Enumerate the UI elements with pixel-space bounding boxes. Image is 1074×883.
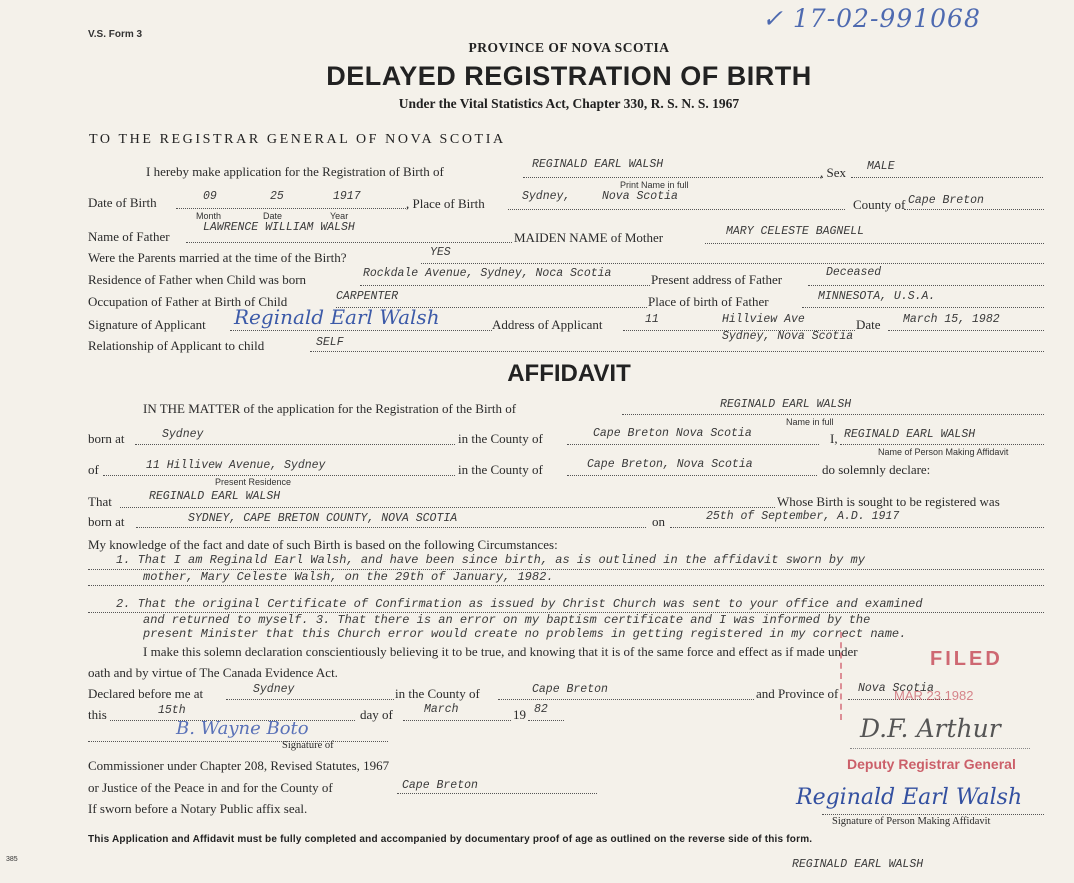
sex-value: MALE <box>867 160 895 173</box>
born-at-label: born at <box>88 431 125 446</box>
married-line <box>421 263 1044 264</box>
place-province: Nova Scotia <box>602 190 678 203</box>
matter-name: REGINALD EARL WALSH <box>720 398 852 411</box>
handwritten-reference: ✓ 17-02-991068 <box>762 4 981 33</box>
justice-county-line <box>397 793 597 794</box>
month-value: March <box>424 703 459 716</box>
matter-line <box>622 414 1044 415</box>
place-city: Sydney, <box>522 190 571 203</box>
occupation-value: CARPENTER <box>336 290 399 303</box>
married-label: Were the Parents married at the time of the Birth? <box>88 250 347 265</box>
place-line <box>508 209 845 210</box>
affiant-residence: 11 Hillivew Avenue, Sydney <box>146 459 326 472</box>
residence-line <box>360 285 650 286</box>
mother-line <box>705 243 1044 244</box>
county-label: County of <box>853 197 906 212</box>
county-label-3: in the County of <box>395 686 480 701</box>
mother-label: MAIDEN NAME of Mother <box>514 230 664 245</box>
address-number: 11 <box>645 313 659 326</box>
county-line-1 <box>567 444 819 445</box>
circumstance-1b: mother, Mary Celeste Walsh, on the 29th of January, 1982. <box>143 570 554 584</box>
year-hint: Year <box>330 211 349 221</box>
relationship-label: Relationship of Applicant to child <box>88 338 265 353</box>
mother-name: MARY CELESTE BAGNELL <box>726 225 865 238</box>
residence-hint: Present Residence <box>215 477 292 487</box>
father-label: Name of Father <box>88 229 170 244</box>
dob-month: 09 <box>203 190 217 203</box>
born-at-value: Sydney <box>162 428 204 441</box>
i-label: I, <box>830 431 838 446</box>
county-value: Cape Breton <box>908 194 984 207</box>
deputy-registrar-label: Deputy Registrar General <box>847 756 1016 772</box>
province-heading: PROVINCE OF NOVA SCOTIA <box>468 40 670 55</box>
page-code: 385 <box>6 856 18 863</box>
father-name: LAWRENCE WILLIAM WALSH <box>203 221 355 234</box>
county-label-2: in the County of <box>458 462 543 477</box>
on-label: on <box>652 514 665 529</box>
county-value-2: Cape Breton, Nova Scotia <box>587 458 753 471</box>
county-line <box>904 209 1044 210</box>
declared-at: Sydney <box>253 683 295 696</box>
declared-label: Declared before me at <box>88 686 204 701</box>
born-at-value-2: SYDNEY, CAPE BRETON COUNTY, NOVA SCOTIA <box>188 512 458 525</box>
circumstance-2b: and returned to myself. 3. That there is an error on my baptism certificate and I was informed by the <box>143 613 871 627</box>
born-at-line <box>135 444 455 445</box>
signature-line <box>230 330 492 331</box>
affiant-hint: Name of Person Making Affidavit <box>878 447 1009 457</box>
declare-label: do solemnly declare: <box>822 462 931 477</box>
this-label: this <box>88 707 107 722</box>
father-birthplace-value: MINNESOTA, U.S.A. <box>818 290 936 303</box>
knowledge-label: My knowledge of the fact and date of such Birth is based on the following Circumstances: <box>88 537 558 552</box>
affiant-line <box>840 444 1044 445</box>
commissioner-signature-line <box>88 741 388 742</box>
married-value: YES <box>430 246 451 259</box>
circumstance-1a: 1. That I am Reginald Earl Walsh, and have been since birth, as is outlined in the affidavit sworn by my <box>116 553 865 567</box>
present-address-line <box>808 285 1044 286</box>
of-label: of <box>88 462 99 477</box>
sex-label: , Sex <box>820 165 846 180</box>
application-date-label: Date <box>856 317 881 332</box>
registrant-name: REGINALD EARL WALSH <box>532 158 664 171</box>
month-line <box>403 720 511 721</box>
address-city: Sydney, Nova Scotia <box>722 330 854 343</box>
solemn-declaration-1: I make this solemn declaration conscientiously believing it to be true, and knowing that it is of the same force and effect as if made under <box>143 644 858 659</box>
relationship-value: SELF <box>316 336 344 349</box>
father-line <box>186 242 512 243</box>
circumstance-line-2 <box>88 585 1044 586</box>
affiant-signature-label: Signature of Person Making Affidavit <box>832 816 991 827</box>
day-value: 15th <box>158 704 186 717</box>
commissioner-signature: B. Wayne Boto <box>176 718 309 739</box>
commissioner-label: Commissioner under Chapter 208, Revised Statutes, 1967 <box>88 758 390 773</box>
county-label-1: in the County of <box>458 431 543 446</box>
justice-label: or Justice of the Peace in and for the County of <box>88 780 333 795</box>
born-at-label-2: born at <box>88 514 125 529</box>
address-label: Address of Applicant <box>492 317 603 332</box>
that-name: REGINALD EARL WALSH <box>149 490 281 503</box>
print-hint: Print Name in full <box>620 180 689 190</box>
deputy-signature: D.F. Arthur <box>860 714 1001 743</box>
relationship-line <box>310 351 1044 352</box>
application-date: March 15, 1982 <box>903 313 1000 326</box>
year-value: 82 <box>534 703 548 716</box>
affiant-signature-line <box>822 814 1044 815</box>
justice-county: Cape Breton <box>402 779 478 792</box>
affidavit-heading: AFFIDAVIT <box>507 360 631 387</box>
that-line <box>120 507 775 508</box>
signature-label: Signature of Applicant <box>88 317 206 332</box>
county-line-2 <box>567 475 817 476</box>
form-subtitle: Under the Vital Statistics Act, Chapter 330, R. S. N. S. 1967 <box>398 96 740 111</box>
application-date-line <box>888 330 1044 331</box>
address-street: Hillview Ave <box>722 313 805 326</box>
month-hint: Month <box>196 211 222 221</box>
sex-line <box>851 177 1043 178</box>
applicant-signature: Reginald Earl Walsh <box>234 305 440 329</box>
place-label: , Place of Birth <box>406 196 485 211</box>
county-value-1: Cape Breton Nova Scotia <box>593 427 752 440</box>
province-label: and Province of <box>756 686 839 701</box>
affiant-name: REGINALD EARL WALSH <box>844 428 976 441</box>
born-at-line-2 <box>136 527 646 528</box>
footer-note: This Application and Affidavit must be fully completed and accompanied by documentary proof of age as outlined on the reverse side of this form. <box>88 834 813 845</box>
solemn-declaration-2: oath and by virtue of The Canada Evidence Act. <box>88 665 338 680</box>
on-date: 25th of September, A.D. 1917 <box>706 510 900 523</box>
matter-label: IN THE MATTER of the application for the Registration of the Birth of <box>143 401 517 416</box>
form-title: DELAYED REGISTRATION OF BIRTH <box>326 61 812 91</box>
date-hint: Date <box>263 211 283 221</box>
present-address-label: Present address of Father <box>651 272 783 287</box>
whose-label: Whose Birth is sought to be registered was <box>777 494 1000 509</box>
signature-of-label: Signature of <box>282 740 334 751</box>
occupation-label: Occupation of Father at Birth of Child <box>88 294 288 309</box>
notary-label: If sworn before a Notary Public affix seal. <box>88 801 308 816</box>
dob-label: Date of Birth <box>88 195 157 210</box>
that-label: That <box>88 494 112 509</box>
declared-line <box>226 699 394 700</box>
deputy-signature-line <box>850 748 1030 749</box>
day-of-label: day of <box>360 707 393 722</box>
to-registrar-line: TO THE REGISTRAR GENERAL OF NOVA SCOTIA <box>89 132 506 147</box>
county-value-3: Cape Breton <box>532 683 608 696</box>
on-line <box>670 527 1044 528</box>
county-line-3 <box>498 699 754 700</box>
bottom-name: REGINALD EARL WALSH <box>792 858 924 871</box>
filed-stamp-date: MAR 23 1982 <box>894 688 974 703</box>
circumstance-2c: present Minister that this Church error would create no problems in getting registered in my correct name. <box>143 627 907 641</box>
form-code: V.S. Form 3 <box>88 29 143 40</box>
name-full-hint: Name in full <box>786 417 834 427</box>
dob-date: 25 <box>270 190 284 203</box>
province-value: Nova Scotia <box>858 682 934 695</box>
residence-value: Rockdale Avenue, Sydney, Noca Scotia <box>363 267 612 280</box>
present-address-value: Deceased <box>826 266 882 279</box>
father-birthplace-label: Place of birth of Father <box>648 294 769 309</box>
circumstance-2a: 2. That the original Certificate of Confirmation as issued by Christ Church was sent to your office and examined <box>116 597 923 611</box>
dob-line <box>176 208 408 209</box>
filed-stamp <box>840 632 1002 720</box>
affiant-signature: Reginald Earl Walsh <box>796 785 1023 810</box>
year-line <box>528 720 564 721</box>
dob-year: 1917 <box>333 190 361 203</box>
filed-stamp-label: FILED <box>930 648 1003 670</box>
year-prefix: 19 <box>513 707 526 722</box>
residence-label: Residence of Father when Child was born <box>88 272 307 287</box>
father-birthplace-line <box>802 307 1044 308</box>
intro-label: I hereby make application for the Registration of Birth of <box>146 164 444 179</box>
name-line <box>523 177 823 178</box>
residence-line-2 <box>103 475 455 476</box>
